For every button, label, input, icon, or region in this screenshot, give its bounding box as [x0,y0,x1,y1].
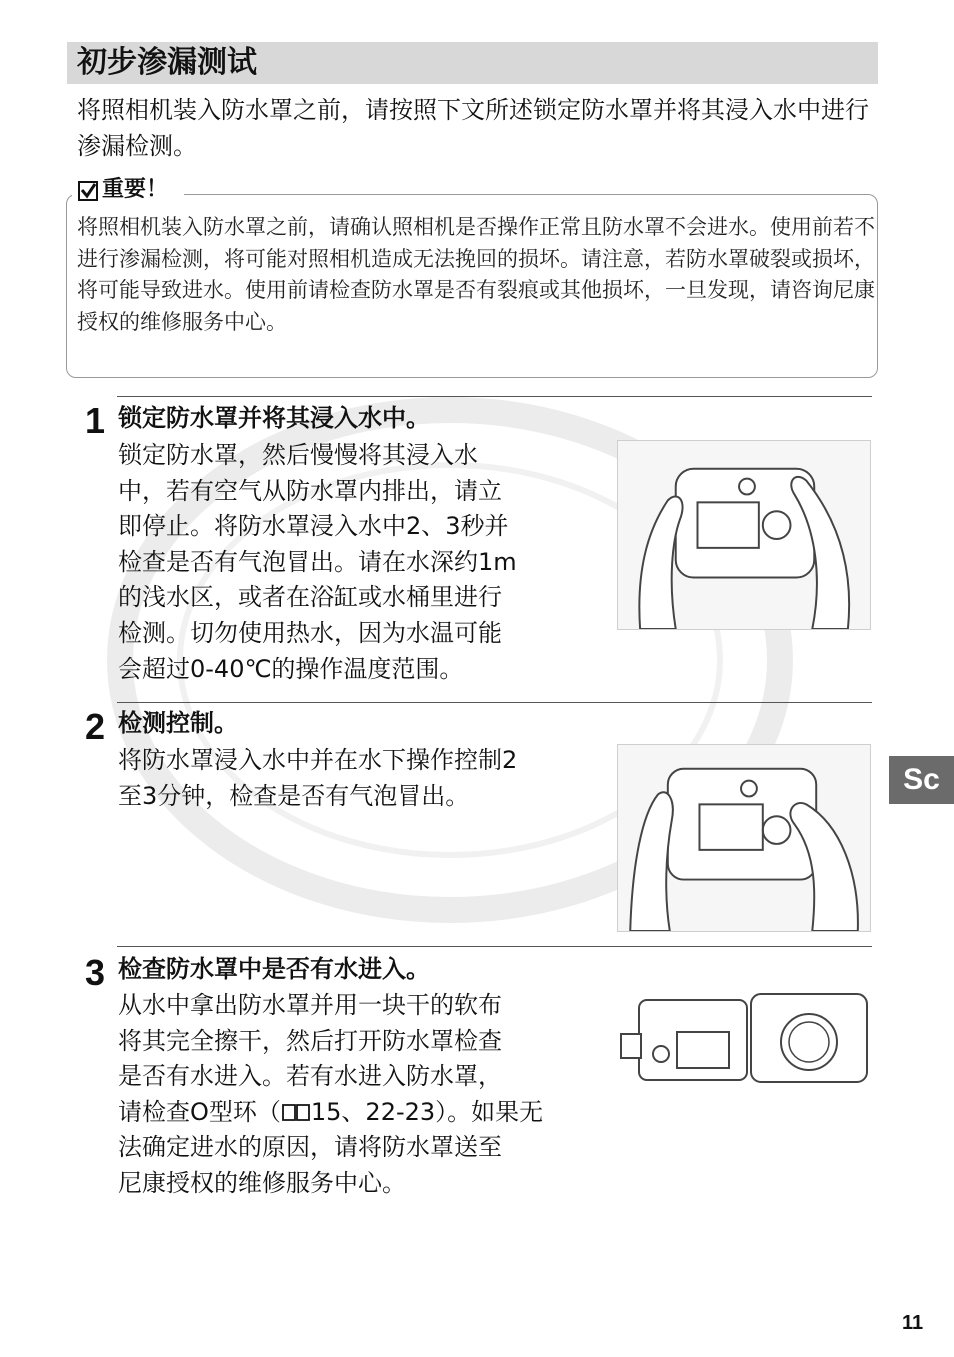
step-number: 1 [85,400,106,441]
step-line: 将其完全擦干，然后打开防水罩检查 [118,1026,502,1055]
section-tab: Sc [889,756,954,804]
note-body: 将照相机装入防水罩之前，请确认照相机是否操作正常且防水罩不会进水。使用前若不进行渗漏检测，将可能对照相机造成无法挽回的损坏。请注意，若防水罩破裂或损坏，将可能导致进水。使用前请检查防水罩是否有裂痕或其他损坏，一旦发现，请咨询尼康授权的维修服务中心。 [77,215,875,334]
step-line: 锁定防水罩，然后慢慢将其浸入水 [118,441,478,469]
step-line: 将防水罩浸入水中并在水下操作控制2 [118,746,518,774]
checkmark-box-icon [78,181,98,201]
step-number: 3 [85,952,106,993]
step-number: 2 [85,706,106,747]
step-line: 即停止。将防水罩浸入水中2、3秒并 [118,512,509,541]
step-body [118,988,604,1202]
step-line: 法确定进水的原因，请将防水罩送至 [118,1133,502,1162]
ref-text-before: 请检查O型环（ [118,1097,281,1126]
step-heading: 锁定防水罩并将其浸入水中。 [118,404,430,432]
step-line-with-reference [118,1095,604,1131]
step-line: 检查是否有气泡冒出。请在水深约1m [118,547,517,576]
step-body [118,438,604,687]
controls-underwater-photo [617,744,871,932]
step-line: 至3分钟，检查是否有气泡冒出。 [118,781,470,810]
step-divider [117,396,872,397]
step-line: 中，若有空气从防水罩内排出，请立 [118,476,502,505]
page-number: 11 [902,1312,924,1334]
step-line: 的浅水区，或者在浴缸或水桶里进行 [118,583,502,612]
ref-text-after: 15、22-23）。如果无 [310,1097,544,1126]
housing-submerge-photo [617,440,871,630]
intro-text: 将照相机装入防水罩之前，请按照下文所述锁定防水罩并将其浸入水中进行渗漏检测。 [77,96,869,160]
page-title: 初步渗漏测试 [77,45,257,80]
note-heading: 重要！ [102,177,169,202]
step-heading: 检查防水罩中是否有水进入。 [118,955,430,983]
step-line: 从水中拿出防水罩并用一块干的软布 [118,991,502,1019]
step-line: 检测。切勿使用热水，因为水温可能 [118,618,502,647]
step-body [118,743,604,814]
step-heading: 检测控制。 [118,709,238,737]
step-divider [117,702,872,703]
open-housing-illustration [617,990,871,1086]
step-line: 会超过0-40℃的操作温度范围。 [118,654,464,683]
step-line: 尼康授权的维修服务中心。 [118,1168,406,1197]
step-line: 是否有水进入。若有水进入防水罩， [118,1062,502,1091]
step-divider [117,946,872,947]
book-icon [281,1102,311,1122]
